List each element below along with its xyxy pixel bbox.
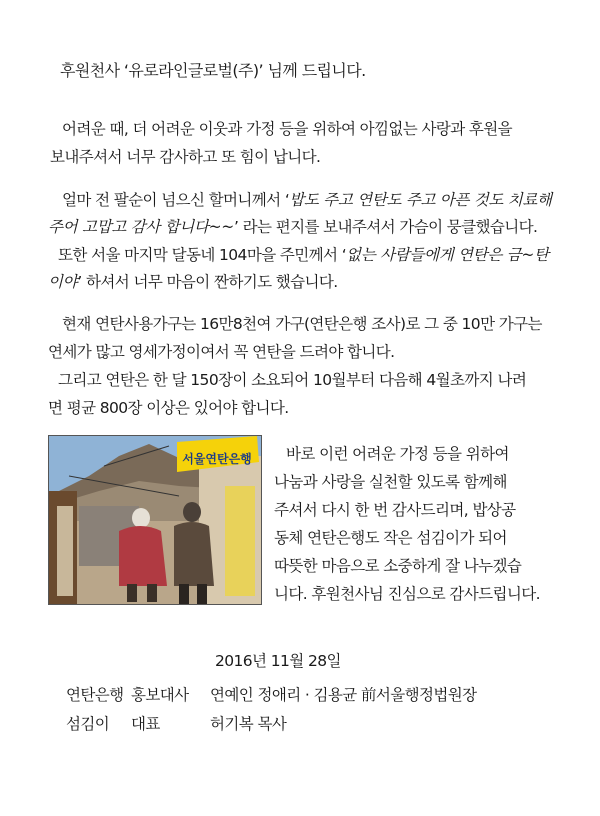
body-line: 그리고 연탄은 한 달 150장이 소요되어 10월부터 다음해 4월초까지 나려 <box>58 371 527 389</box>
body-line: 니다. 후원천사님 진심으로 감사드립니다. <box>274 585 540 603</box>
body-line <box>62 188 552 210</box>
body-line: 보내주셔서 너무 감사하고 또 힘이 납니다. <box>50 148 321 166</box>
body-line: 동체 연탄은행도 작은 섬김이가 되어 <box>274 529 507 547</box>
body-line: 어려운 때, 더 어려운 이웃과 가정 등을 위하여 아낌없는 사랑과 후원을 <box>62 120 513 138</box>
body-text: 또한 서울 마지막 달동네 104마을 주민께서 ‘ <box>58 246 347 264</box>
letter-date: 2016년 11월 28일 <box>215 652 341 670</box>
signature-org: 연탄은행 <box>66 686 124 704</box>
body-line <box>58 243 549 265</box>
signature-role: 대표 <box>131 715 160 733</box>
body-line: 주셔서 다시 한 번 감사드리며, 밥상공 <box>274 501 516 519</box>
signature-names: 연예인 정애리 · 김용균 前서울행정법원장 <box>210 686 477 704</box>
photo-elderly-couple <box>48 435 262 605</box>
photo-sign-text: 서울연탄은행 <box>182 452 252 466</box>
body-line: 따뜻한 마음으로 소중하게 잘 나누겠습 <box>274 557 522 575</box>
body-text: ’ 하셔서 너무 마음이 짠하기도 했습니다. <box>77 273 338 291</box>
handwritten-quote: 주어 고맙고 감사 합니다~~ <box>48 218 234 236</box>
body-line: 현재 연탄사용가구는 16만8천여 가구(연탄은행 조사)로 그 중 10만 가구는 <box>62 315 542 333</box>
signature-org: 섬김이 <box>66 715 110 733</box>
letter-title: 후원천사 ‘유로라인글로벌(주)’ 님께 드립니다. <box>60 61 366 80</box>
body-line: 면 평균 800장 이상은 있어야 합니다. <box>48 399 289 417</box>
signature-names: 허기복 목사 <box>210 715 287 733</box>
body-line <box>48 270 338 292</box>
body-line: 연세가 많고 영세가정이여서 꼭 연탄을 드려야 합니다. <box>48 343 395 361</box>
body-line <box>48 215 537 237</box>
handwritten-quote: 밥도 주고 연탄도 주고 아픈 것도 치료해 <box>289 191 552 209</box>
body-text: ’ 라는 편지를 보내주셔서 가슴이 뭉클했습니다. <box>234 218 538 236</box>
handwritten-quote: 없는 사람들에게 연탄은 금~탄 <box>346 246 549 264</box>
signature-role: 홍보대사 <box>131 686 189 704</box>
body-line: 나눔과 사랑을 실천할 있도록 함께해 <box>274 473 507 491</box>
body-text: 얼마 전 팔순이 넘으신 할머니께서 ‘ <box>62 191 290 209</box>
body-line: 바로 이런 어려운 가정 등을 위하여 <box>286 445 509 463</box>
handwritten-quote: 이야 <box>48 273 78 291</box>
